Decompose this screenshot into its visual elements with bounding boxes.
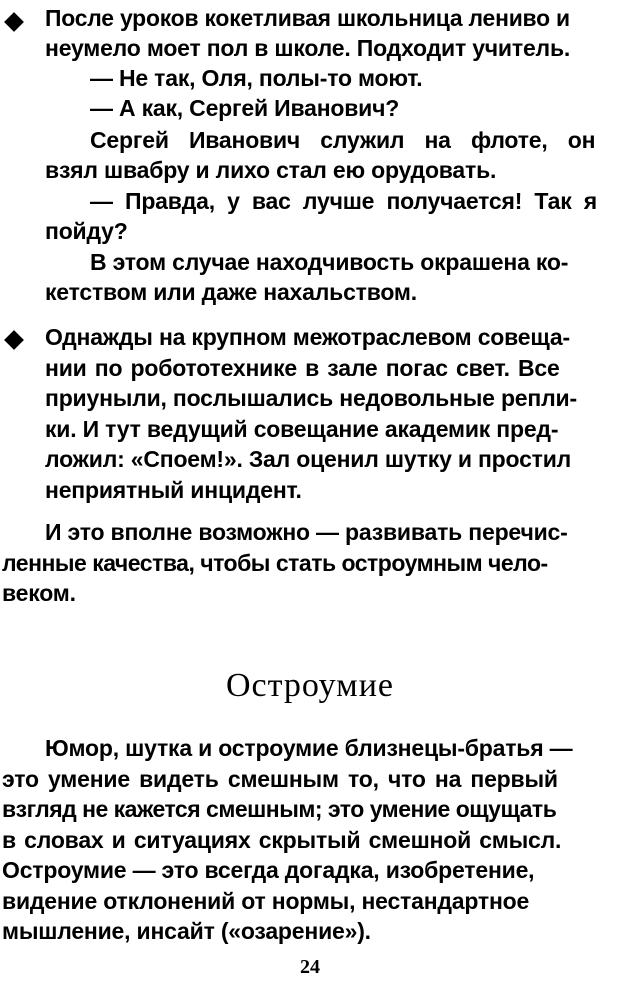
paragraph-line: взял швабру и лихо стал ею орудовать. xyxy=(45,157,497,183)
paragraph-line: пойду? xyxy=(45,218,128,244)
paragraph-line: Остроумие — это всегда догадка, изобретение, xyxy=(2,857,535,883)
paragraph-line: Однажды на крупном межотраслевом совеща- xyxy=(45,324,570,350)
paragraph-line: В этом случае находчивость окрашена ко- xyxy=(90,249,569,275)
dialogue-line: — Правда, у вас лучше получается! Так я xyxy=(90,188,597,214)
dialogue-line: — А как, Сергей Иванович? xyxy=(90,95,400,121)
paragraph-line: это умение видеть смешным то, что на первый xyxy=(2,766,558,792)
section-heading: Остроумие xyxy=(226,667,394,704)
paragraph-line: нии по робототехнике в зале погас свет. Все xyxy=(45,355,560,381)
paragraph-line: ки. И тут ведущий совещание академик пред- xyxy=(45,416,559,442)
diamond-bullet-icon xyxy=(4,12,24,32)
paragraph-line: неумело моет пол в школе. Подходит учитель. xyxy=(45,35,571,61)
page-number: 24 xyxy=(300,956,320,978)
paragraph-line: мышление, инсайт («озарение»). xyxy=(2,918,371,944)
paragraph-line: видение отклонений от нормы, нестандартное xyxy=(2,888,530,914)
paragraph-line: взгляд не кажется смешным; это умение ощущать xyxy=(2,796,557,822)
paragraph-line: Сергей Иванович служил на флоте, он xyxy=(90,127,596,153)
paragraph-line: ленные качества, чтобы стать остроумным чело- xyxy=(2,550,548,576)
paragraph-line: в словах и ситуациях скрытый смешной смысл. xyxy=(2,827,562,853)
paragraph-line: кетством или даже нахальством. xyxy=(45,279,417,305)
paragraph-line: После уроков кокетливая школьница лениво и xyxy=(45,5,570,31)
paragraph-line: приуныли, послышались недовольные репли- xyxy=(45,385,577,411)
paragraph-line: ложил: «Споем!». Зал оценил шутку и простил xyxy=(45,446,572,472)
paragraph-line: веком. xyxy=(2,580,76,606)
paragraph-line: неприятный инцидент. xyxy=(45,477,302,503)
paragraph-line: И это вполне возможно — развивать перечис- xyxy=(45,519,568,545)
paragraph-line: Юмор, шутка и остроумие близнецы-братья — xyxy=(45,735,573,761)
diamond-bullet-icon xyxy=(4,330,24,350)
dialogue-line: — Не так, Оля, полы-то моют. xyxy=(90,65,423,91)
